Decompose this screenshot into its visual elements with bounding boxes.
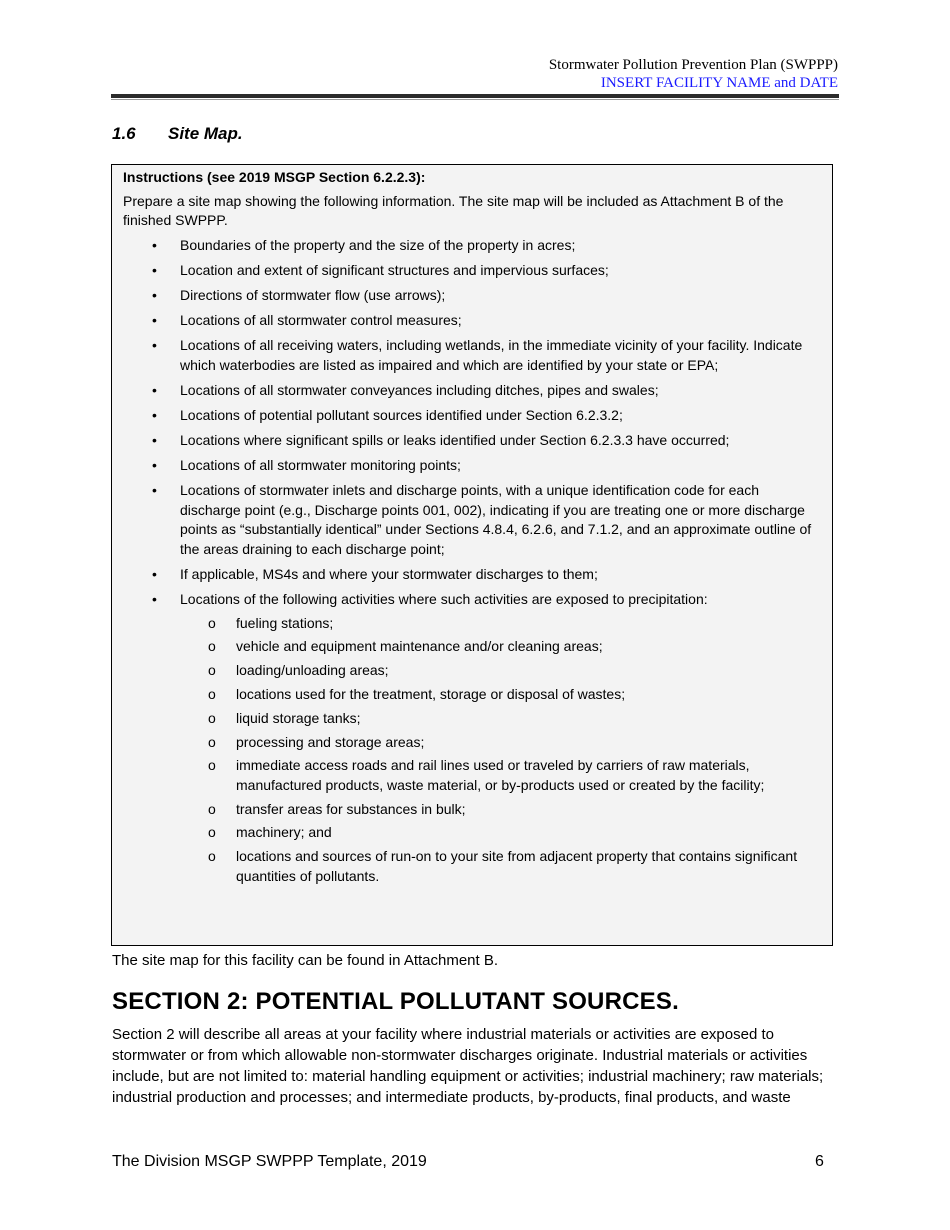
instructions-box <box>111 164 833 946</box>
sub-list-item <box>180 685 816 705</box>
bullet-icon: • <box>152 565 157 582</box>
sub-list-item <box>180 823 816 843</box>
section-title: Site Map. <box>168 124 243 143</box>
list-item-text: Boundaries of the property and the size of the property in acres; <box>180 237 576 253</box>
sub-list-item-text: liquid storage tanks; <box>236 709 361 726</box>
list-item <box>112 261 820 281</box>
list-item <box>112 381 820 401</box>
instructions-title: Instructions (see 2019 MSGP Section 6.2.2.3): <box>123 169 426 185</box>
circle-bullet-icon: o <box>208 638 216 655</box>
bullet-icon: • <box>152 591 157 608</box>
instructions-bullet-list <box>112 236 832 892</box>
list-item-text: If applicable, MS4s and where your stormwater discharges to them; <box>180 565 598 582</box>
activity-sub-list <box>180 614 820 887</box>
sub-list-item <box>180 614 816 634</box>
list-item-text: Directions of stormwater flow (use arrows); <box>180 287 446 304</box>
bullet-icon: • <box>152 432 157 449</box>
circle-bullet-icon: o <box>208 685 216 702</box>
list-item <box>112 456 820 476</box>
circle-bullet-icon: o <box>208 848 216 865</box>
section-number: 1.6 <box>112 124 136 143</box>
sub-list-item-text: processing and storage areas; <box>236 733 425 750</box>
sub-list-item <box>180 709 816 729</box>
bullet-icon: • <box>152 337 157 354</box>
list-item-text: Locations of the following activities where such activities are exposed to precipitation: <box>180 591 708 608</box>
list-item <box>112 236 820 256</box>
sub-list-item-text: locations used for the treatment, storage or disposal of wastes; <box>236 685 626 702</box>
circle-bullet-icon: o <box>208 733 216 750</box>
site-map-note: The site map for this facility can be found in Attachment B. <box>112 952 499 969</box>
sub-list-item <box>180 661 816 681</box>
sub-list-item <box>180 756 816 795</box>
sub-list-item <box>180 637 816 657</box>
list-item <box>112 286 820 306</box>
circle-bullet-icon: o <box>208 662 216 679</box>
list-item <box>112 565 820 585</box>
list-item <box>112 311 820 331</box>
circle-bullet-icon: o <box>208 709 216 726</box>
bullet-icon: • <box>152 287 157 304</box>
circle-bullet-icon: o <box>208 614 216 631</box>
list-item <box>112 336 820 375</box>
sub-list-item <box>180 733 816 753</box>
circle-bullet-icon: o <box>208 800 216 817</box>
bullet-icon: • <box>152 457 157 474</box>
list-item-text: Locations of all receiving waters, including wetlands, in the immediate vicinity of your facility. Indicate which waterbodies are listed as impaired and which are identified by your state or EPA; <box>180 337 803 373</box>
page-header <box>549 56 838 92</box>
list-item-text: Location and extent of significant structures and impervious surfaces; <box>180 262 609 279</box>
bullet-icon: • <box>152 407 157 424</box>
sub-list-item-text: transfer areas for substances in bulk; <box>236 800 466 817</box>
sub-list-item-text: locations and sources of run-on to your site from adjacent property that contains significant quantities of pollutants. <box>236 848 798 884</box>
sub-list-item <box>180 800 816 820</box>
bullet-icon: • <box>152 381 157 398</box>
sub-list-item-text: vehicle and equipment maintenance and/or cleaning areas; <box>236 638 603 655</box>
list-item-text: Locations of potential pollutant sources identified under Section 6.2.3.2; <box>180 407 623 424</box>
bullet-icon: • <box>152 237 157 253</box>
list-item-text: Locations of all stormwater control measures; <box>180 312 462 329</box>
list-item <box>112 431 820 451</box>
list-item <box>112 590 820 886</box>
sub-list-item-text: loading/unloading areas; <box>236 662 389 679</box>
list-item-text: Locations of all stormwater monitoring points; <box>180 457 461 474</box>
document-title: Stormwater Pollution Prevention Plan (SWPPP) <box>548 57 838 73</box>
header-rule-thick <box>111 94 839 98</box>
list-item-text: Locations of stormwater inlets and discharge points, with a unique identification code for each discharge point (e.g., Discharge points 001, 002), indicating if you are treating one or more discharge points as “substantially identical” under Sections 4.8.4, 6.2.6, and 7.1.2, and an approximate outline of the areas draining to each discharge point; <box>180 482 812 557</box>
sub-list-item <box>180 847 816 886</box>
footer-text: The Division MSGP SWPPP Template, 2019 <box>112 1153 427 1170</box>
list-item <box>112 481 820 559</box>
circle-bullet-icon: o <box>208 824 216 841</box>
bullet-icon: • <box>152 262 157 279</box>
list-item-text: Locations of all stormwater conveyances including ditches, pipes and swales; <box>180 381 659 398</box>
bullet-icon: • <box>152 312 157 329</box>
sub-list-item-text: immediate access roads and rail lines used or traveled by carriers of raw materials, manufactured products, waste material, or by-products used or created by the facility; <box>236 757 765 793</box>
sub-list-item-text: fueling stations; <box>236 614 334 631</box>
page-number: 6 <box>815 1153 824 1170</box>
instructions-intro: Prepare a site map showing the following information. The site map will be included as Attachment B of the finished SWPPP. <box>123 193 784 228</box>
header-rule-thin <box>111 99 839 100</box>
section-2-body: Section 2 will describe all areas at your facility where industrial materials or activities are exposed to stormwater or from which allowable non-stormwater discharges originate. Industrial materials or activities include, but are not limited to: material handling equipment or activities; industrial machinery; raw materials; industrial production and processes; and intermediate products, by-products, final products, and waste <box>112 1026 824 1106</box>
list-item <box>112 406 820 426</box>
list-item-text: Locations where significant spills or leaks identified under Section 6.2.3.3 have occurred; <box>180 432 730 449</box>
sub-list-item-text: machinery; and <box>236 824 332 841</box>
section-2-heading: SECTION 2: POTENTIAL POLLUTANT SOURCES. <box>112 988 679 1015</box>
facility-placeholder: INSERT FACILITY NAME and DATE <box>600 75 838 91</box>
circle-bullet-icon: o <box>208 757 216 774</box>
section-1-6-heading <box>112 124 243 144</box>
bullet-icon: • <box>152 482 157 499</box>
